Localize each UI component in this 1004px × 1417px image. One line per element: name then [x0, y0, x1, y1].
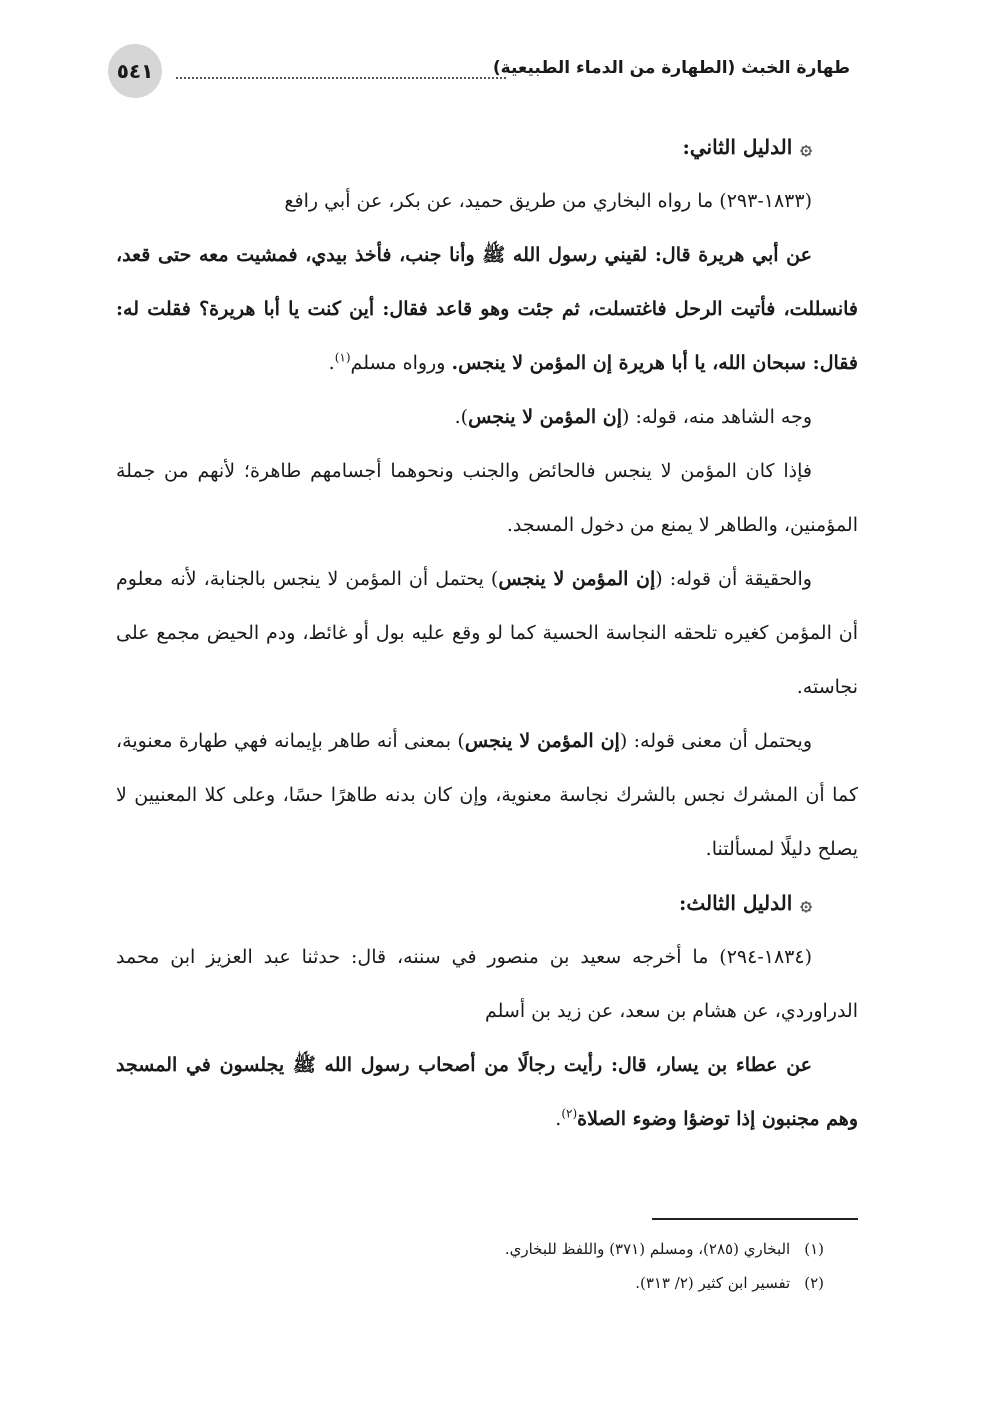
text-run: ) بمعنى أنه طاهر بإيمانه فهي طهارة معنوية، كما أن المشرك نجس بالشرك نجاسة معنوية، وإن كان بدنه طاهرًا حسًا، وعلى كلا المعنيين لا يصلح دليلًا لمسألتنا. [116, 730, 858, 860]
page-body [116, 120, 858, 1146]
footnote-number: (٢) [804, 1274, 824, 1292]
hadith-text: عن أبي هريرة قال: لقيني رسول الله ﷺ وأنا جنب، فأخذ بيدي، فمشيت معه حتى قعد، فانسللت، فأتيت الرحل فاغتسلت، ثم جئت وهو قاعد فقال: أين كنت يا أبا هريرة؟ فقلت له: فقال: سبحان الله، يا أبا هريرة إن المؤمن لا ينجس. [116, 244, 858, 374]
heading-text: الدليل الثالث: [679, 891, 793, 915]
evidence-point-paragraph [116, 390, 858, 444]
hadith-reference-1834: (١٨٣٤-٢٩٤) ما أخرجه سعيد بن منصور في سننه، قال: حدثنا عبد العزيز ابن محمد الدراوردي، عن هشام بن سعد، عن زيد بن أسلم [116, 946, 858, 1022]
body-paragraph-purity: فإذا كان المؤمن لا ينجس فالحائض والجنب ونحوهما أجسامهم طاهرة؛ لأنهم من جملة المؤمنين، والطاهر لا يمنع من دخول المسجد. [116, 460, 858, 536]
hadith-text-paragraph-2 [116, 1038, 858, 1146]
text-run: ). [454, 406, 469, 428]
footnote-marker-1[interactable]: (١) [334, 350, 351, 365]
text-run: وجه الشاهد منه، قوله: ( [622, 406, 812, 428]
footnote-1 [116, 1232, 858, 1266]
page-number: ٥٤١ [116, 59, 154, 83]
sentence-end: . [555, 1108, 562, 1130]
footnote-marker-2[interactable]: (٢) [561, 1106, 578, 1121]
section-heading-second-evidence [116, 120, 858, 174]
text-run: والحقيقة أن قوله: ( [655, 568, 812, 590]
running-title: طهارة الخبث (الطهارة من الدماء الطبيعية) [492, 58, 850, 78]
heading-text: الدليل الثاني: [682, 135, 793, 159]
sentence-end: . [328, 352, 335, 374]
quoted-phrase: إن المؤمن لا ينجس [464, 730, 620, 752]
footnote-text: البخاري (٢٨٥)، ومسلم (٣٧١) واللفظ للبخاري. [504, 1240, 791, 1258]
body-paragraph-interpretation-1 [116, 552, 858, 714]
body-paragraph-interpretation-2 [116, 714, 858, 876]
page-header [108, 44, 858, 98]
heading-ornament-icon: ۞ [800, 135, 812, 159]
footnote-text: تفسير ابن كثير (٢/ ٣١٣). [635, 1274, 791, 1292]
footnote-2 [116, 1266, 858, 1300]
quoted-phrase: إن المؤمن لا ينجس [468, 406, 623, 428]
section-heading-third-evidence [116, 876, 858, 930]
hadith-reference-1833: (١٨٣٣-٢٩٣) ما رواه البخاري من طريق حميد، عن بكر، عن أبي رافع [284, 190, 812, 212]
footnote-separator [652, 1218, 858, 1220]
text-run: ويحتمل أن معنى قوله: ( [619, 730, 813, 752]
header-dotted-leader [176, 77, 506, 79]
text-run: ) يحتمل أن المؤمن لا ينجس بالجنابة، لأنه معلوم أن المؤمن كغيره تلحقه النجاسة الحسية كما لو وقع عليه بول أو غائط، ودم الحيض مجمع على نجاسته. [116, 568, 858, 698]
footnote-number: (١) [804, 1240, 824, 1258]
page-number-badge [108, 44, 162, 98]
hadith-text-paragraph [116, 228, 858, 390]
hadith-text: عن عطاء بن يسار، قال: رأيت رجالًا من أصحاب رسول الله ﷺ يجلسون في المسجد وهم مجنبون إذا توضؤا وضوء الصلاة [116, 1054, 858, 1130]
quoted-phrase: إن المؤمن لا ينجس [498, 568, 656, 590]
footnotes [116, 1218, 858, 1300]
hadith-source-note: ورواه مسلم [350, 352, 452, 374]
heading-ornament-icon: ۞ [800, 891, 812, 915]
